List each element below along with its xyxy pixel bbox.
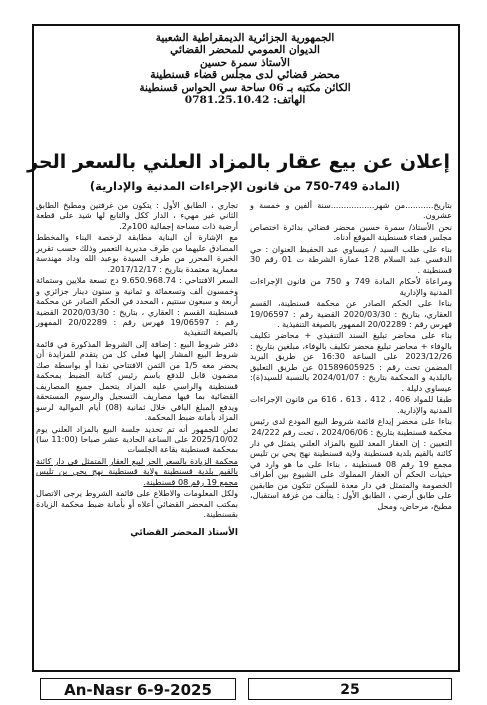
page-footer [32,676,460,702]
paragraph: دفتر شروط البيع : إضافة إلى الشروط المذكورة في قائمة شروط البيع المشار إليها فعلى كل من يتقدم للمزايدة أن يحضر معه 1/5 من الثمن الافتتاحي نقدا أو بواسطة صك مضمون قابل للدفع باسم رئيس كتابة الضبط بمحكمة قسنطينة والراسي عليه المزاد يتحمل جميع المصاريف القضائية بما فيها مصاريف التسجيل والرسوم المستحقة ويدفع المبلغ الباقي خلال ثمانية (08) أيام الموالية لرسو المزاد بأمانة ضبط المحكمة. [36,338,238,423]
header-line-name: الأستاذ سمرة حسين [199,56,291,69]
paragraph: السعر الافتتاحي : 9.650.968.74 دج تسعة ملايين وستمائة وخمسون ألف وتسعمائة و ثمانية و ستون دينار جزائري و أربعة و سبعون سنتيم ، المحدد في الحكم الصادر عن محكمة قسنطينة القسم : العقاري ، بتاريخ : 2020/03/30 القضية رقم : 19/06597 فهرس رقم : 20/02289 الممهور بالصيغة التنفيذية [36,275,239,338]
paragraph: بناءا على محضر إيداع قائمة شروط البيع المودع لدى رئيس محكمة قسنطينة بتاريخ : 2024/06/06 ، تحت رقم 24/222 [250,416,452,437]
notice-subtitle: (المادة 749-750 من قانون الإجراءات المدنية والإدارية) [89,179,401,193]
paragraph: بناء على محاضر تبليغ السند التنفيذي + محاضر تكليف بالوفاء + محاضر تبليغ محضر تكليف بالوفاء، مبلغين بتاريخ : 2023/12/26 على الساعة 16:30 عن طريق البريد المضمن تحت رقم : 01589605925 عن طريق التعليق بالبلدية و المحكمة بتاريخ : 2024/01/07 بالنسبة للسيد(ة): عيساوي دليلة . [250,330,452,393]
paragraph: مع الإشارة أن البناية مطابقة لرخصة البناء والمخطط المصادق عليهما من طرف مديرية التعمير وذلك حسب تقرير الخبرة المحرر من طرف السيدة بوعبد الله وداد مهندسة معمارية معتمدة بتاريخ : 2017/12/17. [36,232,238,274]
newspaper-name-date: An-Nasr 6-9-2025 [40,678,236,700]
paragraph: بناءا على الحكم الصادر عن محكمة قسنطينة، القسم العقاري، بتاريخ : 2020/03/30 القضية رقم : 19/06597 فهرس رقم : 20/02289 الممهور بالصيغة التنفيذية . [250,298,453,329]
paragraph: ولكل المعلومات والاطلاع على قائمة الشروط يرجى الاتصال بمكتب المحضر القضائي أعلاه أو بأمانة ضبط محكمة الزيادة بقسنطينة. [36,488,238,520]
page-number: 25 [248,678,452,700]
header-line-phone: الهاتف: 0781.25.10.42 [184,94,306,107]
paragraph: تعلن للجمهور أنه تم تحديد جلسة البيع بالمزاد العلني يوم 2025/10/02 على الساعة الحادية عشر صباحا (11:00 سا) بمحكمة قسنطينة بقاعة الجلسات [36,423,238,455]
paragraph: طبقا للمواد 406 ، 412 ، 613 ، 616 من قانون الإجراءات المدنية والإدارية. [250,394,452,415]
notice-title: إعلان عن بيع عقار بالمزاد العلني بالسعر الحر [27,151,450,173]
signature: الأستاذ المحضر القضائي [130,527,238,538]
paragraph: بتاريخ...........من شهر.................سنة ألفين و خمسة و عشرون. [250,200,452,221]
paragraph-underlined: محكمة الزيادة بالسعر الحر لبيع العقار المتمثل في دار كائنة بالقيم بلدية قسنطينة ولاية قسنطينة نهج يحي بن تليس مجمع 19 رقم 08 قسنطينة. [36,455,238,487]
header-line-address: الكائن مكتبه بـ 06 ساحة سي الحواس قسنطينة [139,81,351,94]
header-line-office: الديوان العمومي للمحضر القضائي [170,44,320,57]
notice-header [40,32,450,106]
header-line-republic: الجمهورية الجزائرية الديمقراطية الشعبية [155,32,335,44]
left-column [36,200,238,538]
paragraph: نحن الأستاذ/ سمرة حسين محضر قضائي بدائرة اختصاص مجلس قضاء قسنطينة الموقع أدناه. [250,221,452,243]
paragraph: تجاري ، الطابق الأول : يتكون من غرفتين ومطبخ الطابق الثاني غير مهيء ، الدار ككل والتابع لها شيد على قطعة أرضية ذات مساحة إجمالية 100م2. [36,200,238,231]
right-column [250,200,452,512]
paragraph: التعيين : إن العقار المعد للبيع بالمزاد العلني يتمثل في دار كائنة بالقيم بلدية قسنطينة ولاية قسنطينة نهج يحي بن تليس مجمع 19 رقم 08 قسنطينة ، بناءا على ما هو وارد في حيثيات الحكم أن العقار المملوك على الشيوع بين أطراف الخصومة والمتمثل في دار معدة للسكن تتكون من طابقين على طابق أرضي ، الطابق الأول : يتألف من غرفة استقبال، مطبخ، مرحاض، ومحل [250,437,452,511]
header-line-role: محضر قضائي لدى مجلس قضاء قسنطينة [150,69,340,82]
paragraph: بناء على طلب السيد / عيساوي عبد الحفيظ العنوان : حي الدقسي عبد السلام 128 عمارة الشرطة ت 01 رقم 30 قسنطينة . [250,243,452,275]
paragraph: ومراعاة لأحكام المادة 749 و 750 من قانون الإجراءات المدنية والإدارية [250,276,453,297]
